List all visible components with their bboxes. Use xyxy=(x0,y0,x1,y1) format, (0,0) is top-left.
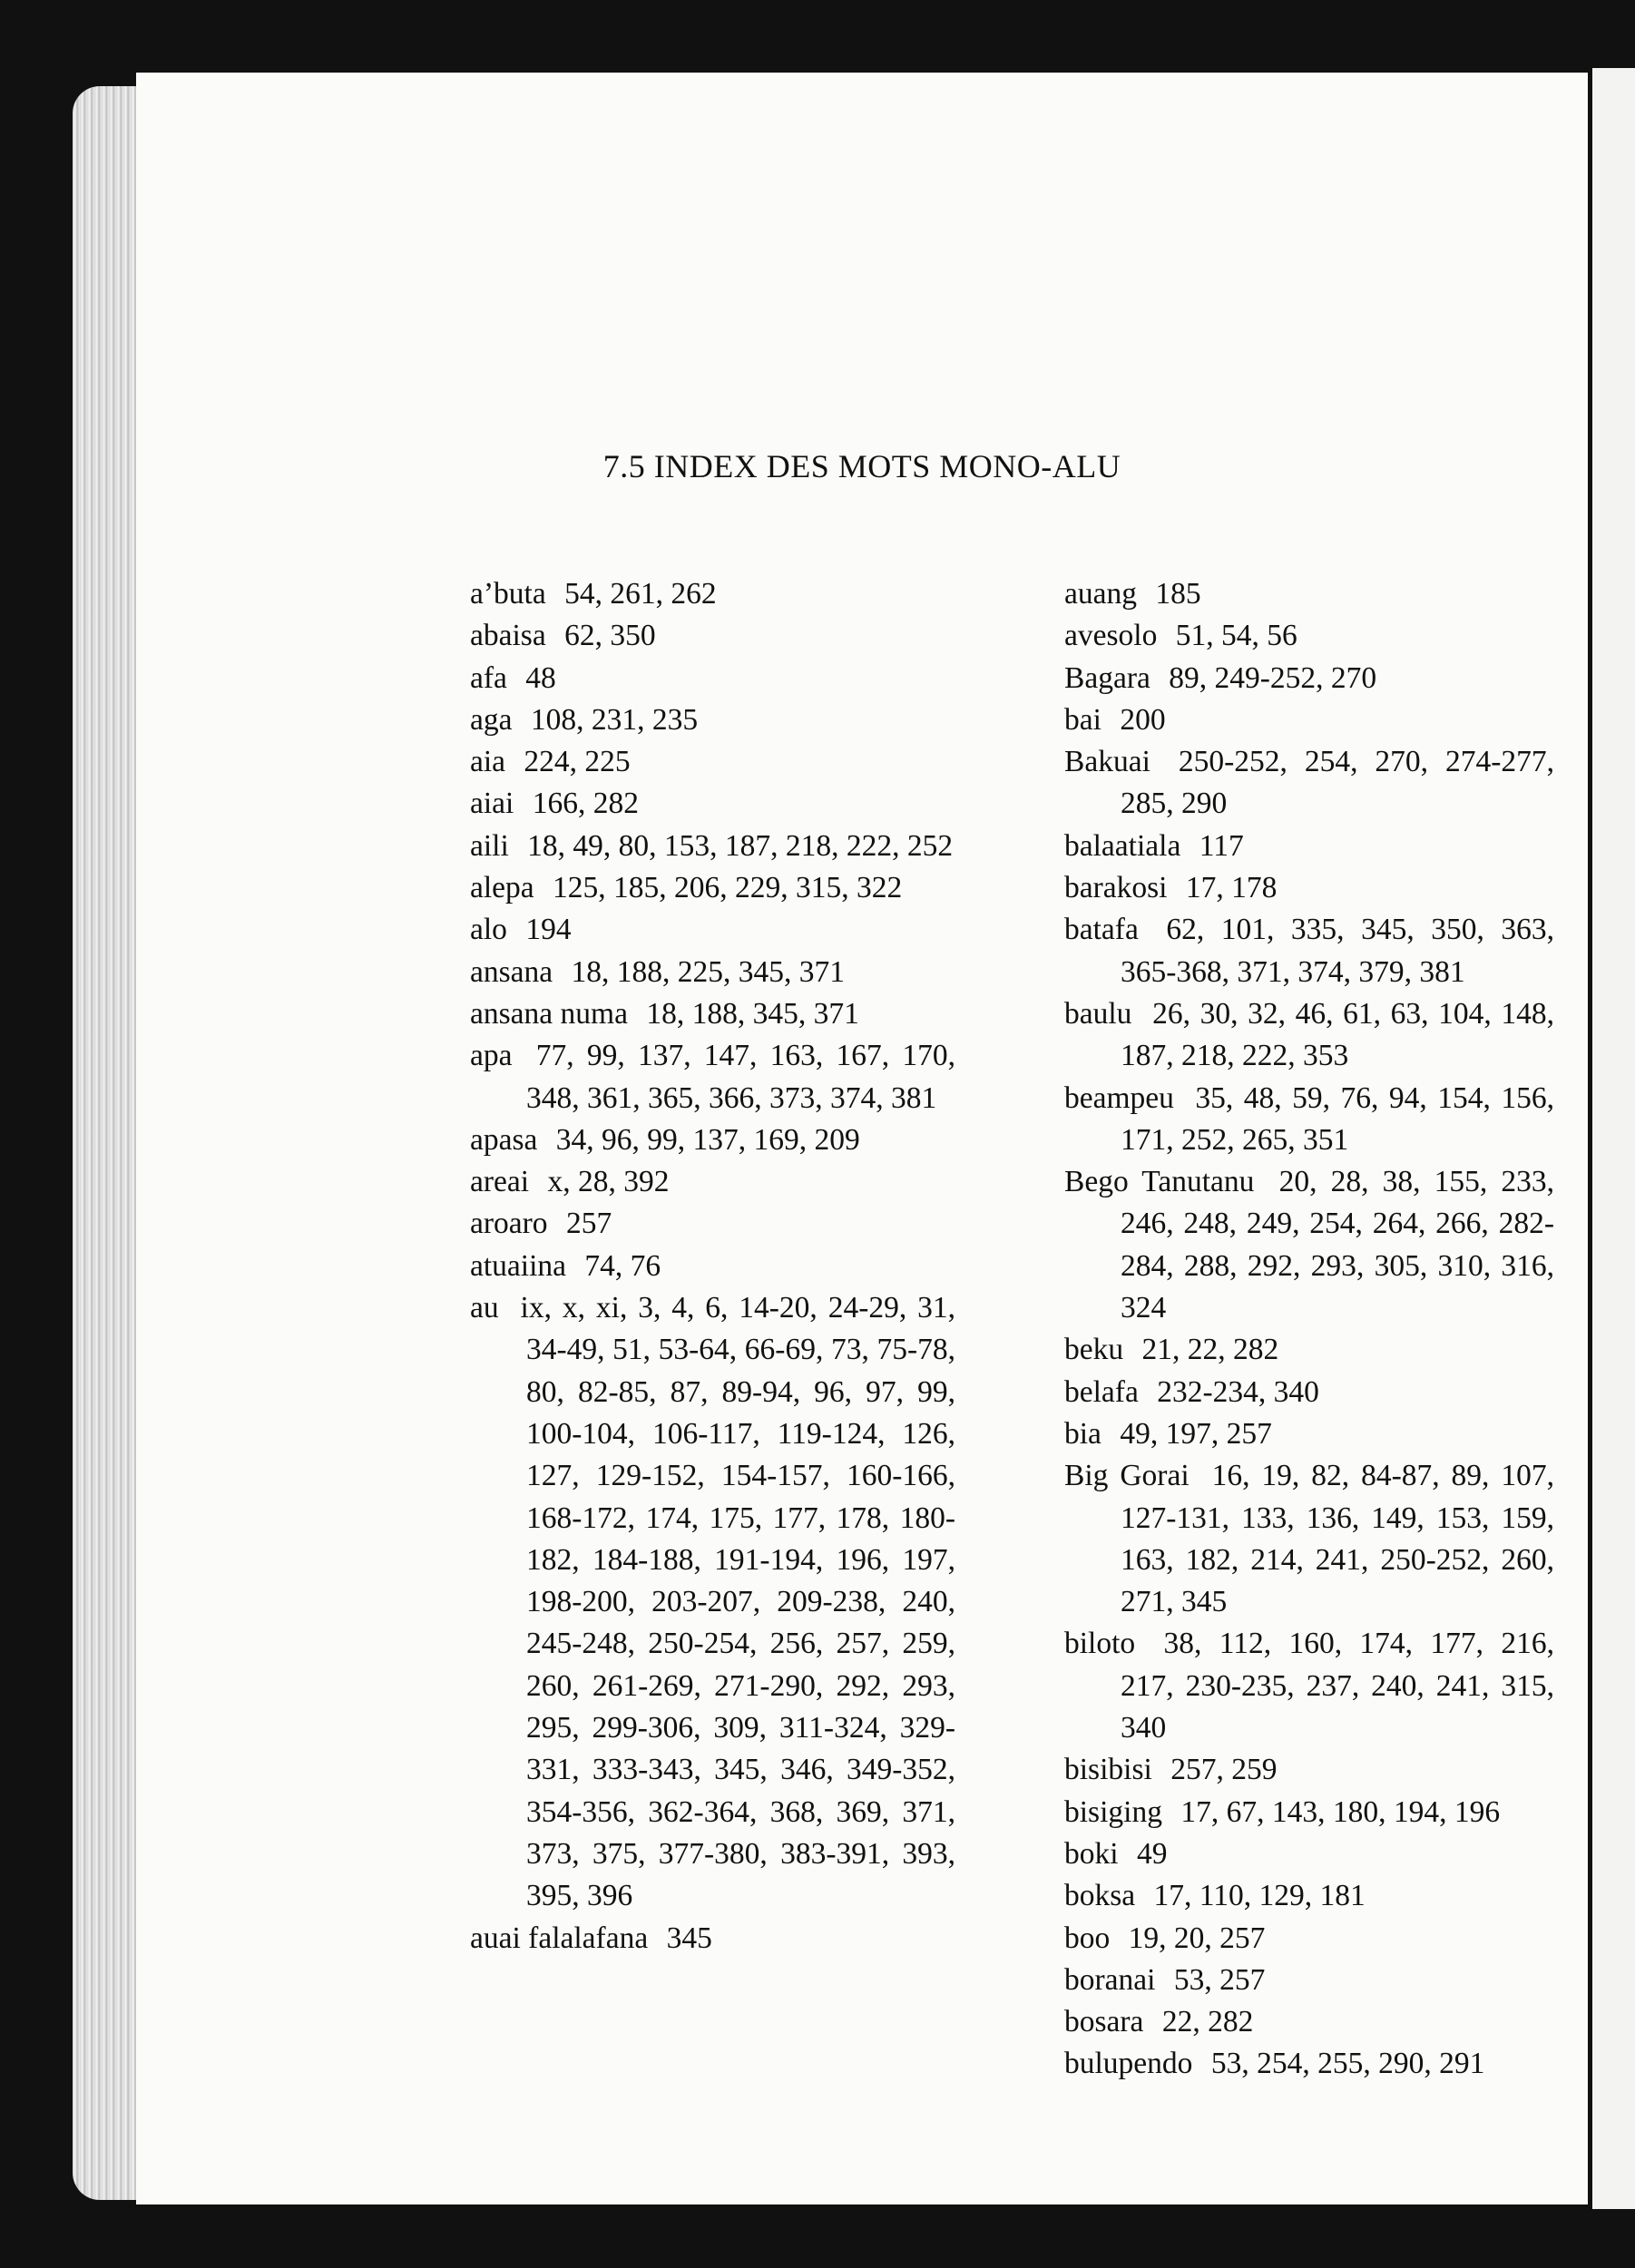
index-term: Bagara xyxy=(1064,660,1150,695)
index-term: beampeu xyxy=(1064,1080,1174,1115)
index-term: ansana xyxy=(470,954,553,989)
index-term: ansana numa xyxy=(470,996,628,1031)
index-term: bai xyxy=(1064,702,1101,737)
page-references: 117 xyxy=(1199,828,1244,863)
index-column-left xyxy=(470,573,955,1960)
index-entry xyxy=(1064,1455,1554,1623)
index-term: aga xyxy=(470,702,513,737)
index-entry xyxy=(1064,1960,1554,2001)
index-entry xyxy=(1064,573,1554,615)
index-term: areai xyxy=(470,1165,530,1199)
index-entry xyxy=(470,909,955,951)
index-term: abaisa xyxy=(470,619,546,653)
index-term: auai falalafana xyxy=(470,1921,649,1955)
page-references: 108, 231, 235 xyxy=(530,702,699,737)
page-references: 22, 282 xyxy=(1161,2005,1254,2039)
index-entry xyxy=(470,741,955,783)
page-references: 48 xyxy=(525,660,556,695)
page-references: 54, 261, 262 xyxy=(564,577,717,611)
page-references: 77, 99, 137, 147, 163, 167, 170, 348, 361, 365, 366, 373, 374, 381 xyxy=(526,1039,956,1115)
index-term: bulupendo xyxy=(1064,2047,1193,2081)
index-entry xyxy=(1064,1078,1554,1162)
index-entry xyxy=(470,1119,955,1161)
page-references: 34, 96, 99, 137, 169, 209 xyxy=(555,1122,860,1157)
index-term: boo xyxy=(1064,1921,1111,1955)
index-entry xyxy=(470,1203,955,1245)
index-entry xyxy=(470,1246,955,1287)
page-references: 17, 67, 143, 180, 194, 196 xyxy=(1180,1794,1501,1829)
index-term: biloto xyxy=(1064,1627,1136,1661)
index-entry xyxy=(1064,1875,1554,1917)
index-term: aiai xyxy=(470,787,514,821)
index-entry xyxy=(1064,1792,1554,1833)
page-references: 53, 257 xyxy=(1173,1962,1266,1997)
section-title: 7.5 INDEX DES MOTS MONO-ALU xyxy=(602,448,1121,484)
page-references: 17, 178 xyxy=(1185,871,1278,905)
index-entry xyxy=(1064,2001,1554,2043)
page-references: ix, x, xi, 3, 4, 6, 14-20, 24-29, 31, 34-49, 51, 53-64, 66-69, 73, 75-78, 80, 82-85, 87, 89-94, 96, 97, 99, 100-104, 106-117, 119-124, 126, 127, 129-152, 154-157, 160-166, 168-172, 174, 175, 177, 178, 180-182, 184-188, 191-194, 196, 197, 198-200, 203-207, 209-238, 240, 245-248, 250-254, 256, 257, 259, 260, 261-269, 271-290, 292, 293, 295, 299-306, 309, 311-324, 329-331, 333-343, 345, 346, 349-352, 354-356, 362-364, 368, 369, 371, 373, 375, 377-380, 383-391, 393, 395, 396 xyxy=(520,1291,955,1913)
index-entry xyxy=(470,1161,955,1203)
index-entry xyxy=(1064,909,1554,993)
page-references: 35, 48, 59, 76, 94, 154, 156, 171, 252, 265, 351 xyxy=(1121,1080,1555,1157)
page-references: 224, 225 xyxy=(524,745,631,779)
index-entry xyxy=(1064,658,1554,699)
index-term: bisiging xyxy=(1064,1794,1162,1829)
index-entry xyxy=(470,993,955,1035)
book-page xyxy=(136,73,1588,2204)
index-entry xyxy=(1064,1329,1554,1371)
index-entry xyxy=(1064,1161,1554,1329)
index-entry xyxy=(1064,1749,1554,1791)
index-entry xyxy=(1064,615,1554,657)
index-term: au xyxy=(470,1291,499,1325)
index-term: beku xyxy=(1064,1333,1124,1367)
page-references: x, 28, 392 xyxy=(547,1165,670,1199)
index-term: barakosi xyxy=(1064,871,1168,905)
index-term: baulu xyxy=(1064,996,1132,1031)
index-entry xyxy=(470,783,955,825)
facing-page-edge xyxy=(1592,68,1635,2209)
index-term: Bakuai xyxy=(1064,745,1150,779)
page-references: 200 xyxy=(1120,702,1166,737)
index-column-right xyxy=(1064,573,1554,2086)
index-entry xyxy=(1064,741,1554,826)
index-term: alepa xyxy=(470,871,534,905)
index-entry xyxy=(470,1035,955,1119)
page-references: 125, 185, 206, 229, 315, 322 xyxy=(553,871,903,905)
index-term: afa xyxy=(470,660,507,695)
index-term: atuaiina xyxy=(470,1248,567,1283)
index-term: apa xyxy=(470,1039,513,1073)
index-term: balaatiala xyxy=(1064,828,1181,863)
page-references: 49, 197, 257 xyxy=(1120,1416,1272,1451)
index-term: Bego Tanutanu xyxy=(1064,1165,1255,1199)
index-entry xyxy=(1064,699,1554,741)
index-term: bosara xyxy=(1064,2005,1144,2039)
index-entry xyxy=(470,826,955,867)
index-entry xyxy=(470,1918,955,1960)
index-entry xyxy=(1064,1413,1554,1455)
page-references: 20, 28, 38, 155, 233, 246, 248, 249, 254, 264, 266, 282-284, 288, 292, 293, 305, 310, 316, 324 xyxy=(1121,1165,1554,1325)
index-entry xyxy=(1064,1372,1554,1413)
index-entry xyxy=(470,658,955,699)
index-term: aia xyxy=(470,745,506,779)
index-entry xyxy=(1064,2043,1554,2085)
page-references: 62, 350 xyxy=(564,619,656,653)
index-entry xyxy=(470,867,955,909)
page-references: 62, 101, 335, 345, 350, 363, 365-368, 371, 374, 379, 381 xyxy=(1121,913,1555,989)
page-references: 49 xyxy=(1136,1836,1168,1871)
page-references: 18, 188, 345, 371 xyxy=(646,996,859,1031)
page-references: 232-234, 340 xyxy=(1157,1374,1319,1409)
page-references: 166, 282 xyxy=(532,787,639,821)
index-entry xyxy=(1064,826,1554,867)
page-references: 18, 188, 225, 345, 371 xyxy=(571,954,846,989)
page-references: 16, 19, 82, 84-87, 89, 107, 127-131, 133, 136, 149, 153, 159, 163, 182, 214, 241, 250-252, 260, 271, 345 xyxy=(1121,1459,1555,1619)
page-references: 74, 76 xyxy=(584,1248,661,1283)
index-term: boki xyxy=(1064,1836,1119,1871)
index-entry xyxy=(1064,1833,1554,1875)
page-references: 19, 20, 257 xyxy=(1128,1921,1266,1955)
index-entry xyxy=(1064,1623,1554,1749)
index-term: bisibisi xyxy=(1064,1753,1152,1787)
index-entry xyxy=(1064,993,1554,1078)
index-term: aroaro xyxy=(470,1207,548,1241)
index-term: bia xyxy=(1064,1416,1101,1451)
page-references: 51, 54, 56 xyxy=(1175,619,1297,653)
page-references: 17, 110, 129, 181 xyxy=(1153,1879,1366,1913)
page-references: 53, 254, 255, 290, 291 xyxy=(1210,2047,1485,2081)
index-term: boksa xyxy=(1064,1879,1136,1913)
index-entry xyxy=(470,615,955,657)
page-references: 18, 49, 80, 153, 187, 218, 222, 252 xyxy=(527,828,954,863)
index-entry xyxy=(470,952,955,993)
index-entry xyxy=(470,573,955,615)
index-entry xyxy=(1064,1918,1554,1960)
page-references: 257 xyxy=(565,1207,612,1241)
page-references: 89, 249-252, 270 xyxy=(1169,660,1377,695)
index-term: Big Gorai xyxy=(1064,1459,1190,1493)
index-term: alo xyxy=(470,913,507,947)
index-term: avesolo xyxy=(1064,619,1158,653)
page-references: 21, 22, 282 xyxy=(1141,1333,1279,1367)
page-references: 38, 112, 160, 174, 177, 216, 217, 230-235, 237, 240, 241, 315, 340 xyxy=(1121,1627,1554,1745)
index-term: boranai xyxy=(1064,1962,1156,1997)
index-term: auang xyxy=(1064,577,1137,611)
page-references: 194 xyxy=(525,913,572,947)
page-references: 26, 30, 32, 46, 61, 63, 104, 148, 187, 218, 222, 353 xyxy=(1121,996,1555,1073)
index-term: batafa xyxy=(1064,913,1139,947)
index-entry xyxy=(470,699,955,741)
index-term: aili xyxy=(470,828,509,863)
page-references: 345 xyxy=(666,1921,712,1955)
page-references: 250-252, 254, 270, 274-277, 285, 290 xyxy=(1121,745,1555,821)
index-entry xyxy=(1064,867,1554,909)
page-references: 185 xyxy=(1155,577,1201,611)
index-term: apasa xyxy=(470,1122,538,1157)
index-term: belafa xyxy=(1064,1374,1139,1409)
index-entry xyxy=(470,1287,955,1917)
index-term: a’buta xyxy=(470,577,546,611)
page-references: 257, 259 xyxy=(1170,1753,1278,1787)
